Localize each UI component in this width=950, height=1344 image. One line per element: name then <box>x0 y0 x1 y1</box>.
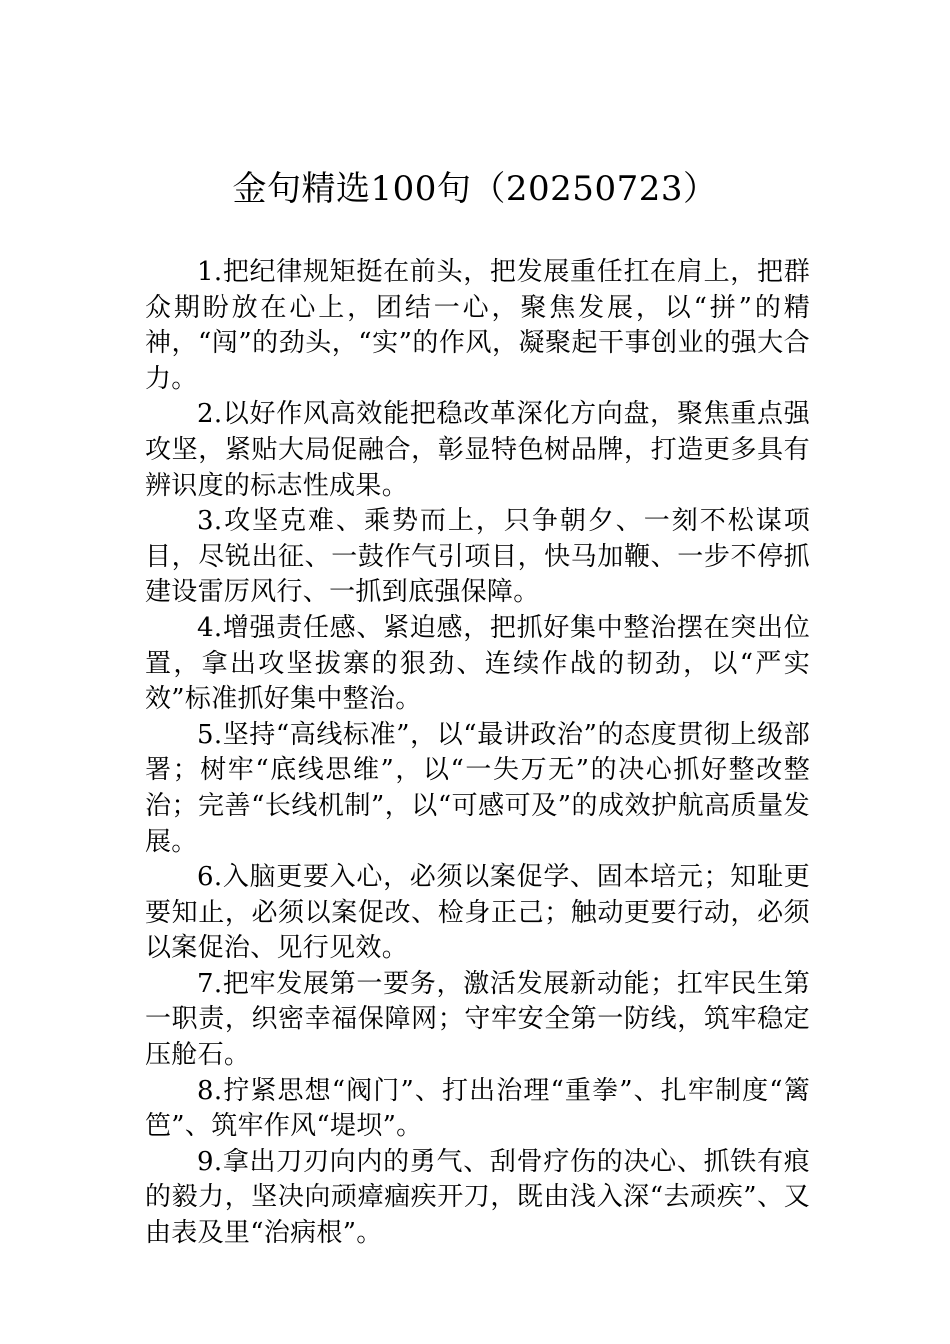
document-title: 金句精选100句（20250723） <box>232 169 718 209</box>
document-body <box>145 255 810 1252</box>
quote-paragraph-4: 4.增强责任感、紧迫感，把抓好集中整治摆在突出位置，拿出攻坚拔寨的狠劲、连续作战的韧劲，以“严实效”标准抓好集中整治。 <box>145 612 810 715</box>
quote-paragraph-7: 7.把牢发展第一要务，激活发展新动能；扛牢民生第一职责，织密幸福保障网；守牢安全第一防线，筑牢稳定压舱石。 <box>145 968 810 1071</box>
quote-paragraph-3: 3.攻坚克难、乘势而上，只争朝夕、一刻不松谋项目，尽锐出征、一鼓作气引项目，快马加鞭、一步不停抓建设雷厉风行、一抓到底强保障。 <box>145 506 810 608</box>
quote-paragraph-6: 6.入脑更要入心，必须以案促学、固本培元；知耻更要知止，必须以案促改、检身正己；触动更要行动，必须以案促治、见行见效。 <box>145 862 810 964</box>
quote-paragraph-9: 9.拿出刀刃向内的勇气、刮骨疗伤的决心、抓铁有痕的毅力，坚决向顽瘴痼疾开刀，既由浅入深“去顽疾”、又由表及里“治病根”。 <box>145 1146 810 1249</box>
quote-paragraph-1: 1.把纪律规矩挺在前头，把发展重任扛在肩上，把群众期盼放在心上，团结一心，聚焦发展，以“拼”的精神，“闯”的劲头，“实”的作风，凝聚起干事创业的强大合力。 <box>145 257 810 394</box>
quote-paragraph-2: 2.以好作风高效能把稳改革深化方向盘，聚焦重点强攻坚，紧贴大局促融合，彰显特色树品牌，打造更多具有辨识度的标志性成果。 <box>145 399 810 501</box>
quote-paragraph-5: 5.坚持“高线标准”，以“最讲政治”的态度贯彻上级部署；树牢“底线思维”，以“一失万无”的决心抓好整改整治；完善“长线机制”，以“可感可及”的成效护航高质量发展。 <box>145 719 810 857</box>
quote-paragraph-8: 8.拧紧思想“阀门”、打出治理“重拳”、扎牢制度“篱笆”、筑牢作风“堤坝”。 <box>145 1075 810 1142</box>
